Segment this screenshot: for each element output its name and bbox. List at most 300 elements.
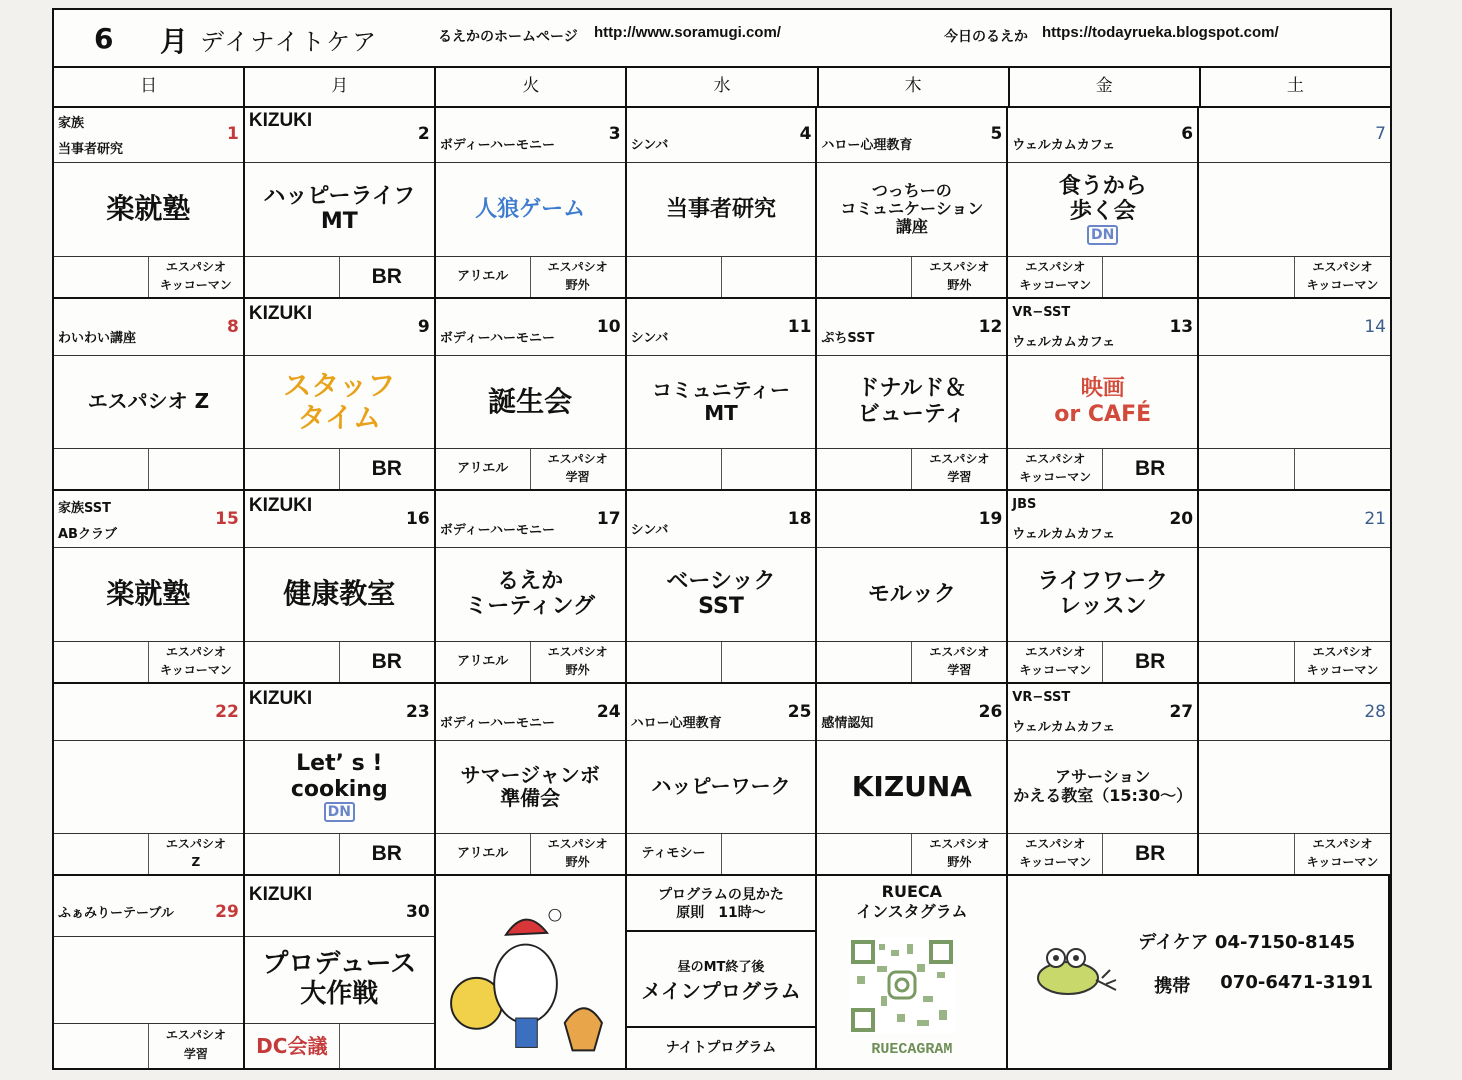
day-bottom [1008, 641, 1197, 682]
day-number: 22 [215, 701, 239, 722]
activity-place: エスパシオ [929, 259, 990, 274]
activity-place: Z [191, 855, 201, 869]
day-top-text: ウェルカムカフェ [1012, 138, 1116, 153]
page-title: デイナイトケア [200, 28, 379, 56]
day-top-text: ボディーハーモニー [439, 330, 556, 346]
main-program [627, 164, 816, 255]
day-cell-15 [54, 491, 245, 684]
br-label: BR [371, 842, 402, 865]
last-week-row [54, 876, 1390, 1068]
activity-slot [245, 449, 340, 489]
activity-slot [1199, 257, 1295, 297]
day-cell-26 [817, 684, 1008, 877]
dn-badge: DN [324, 802, 355, 822]
legend-rule: 原則 11時〜 [676, 905, 766, 921]
day-top [627, 299, 816, 356]
day-top-text: ぷちSST [821, 330, 875, 346]
activity-slot [1199, 642, 1295, 682]
day-cell-23 [245, 684, 436, 877]
activity-slot [245, 642, 340, 682]
activity-slot [722, 834, 816, 874]
main-program [1008, 357, 1197, 448]
insta-subtitle: インスタグラム [856, 902, 968, 921]
day-top-text: わいわい講座 [58, 330, 137, 346]
main-program-line: コミュニティー [651, 377, 790, 402]
main-program [436, 549, 625, 640]
activity-place: キッコーマン [1306, 277, 1379, 292]
day-bottom [1199, 448, 1390, 489]
day-cell-6 [1008, 106, 1199, 299]
weekday-6: 土 [1286, 76, 1304, 96]
main-program [245, 357, 434, 448]
day-cell-7 [1199, 106, 1390, 299]
homepage-link[interactable]: http://www.soramugi.com/ [594, 24, 781, 41]
day-number: 13 [1169, 316, 1194, 337]
activity-slot [1295, 449, 1390, 489]
day-bottom [54, 448, 243, 489]
kizuki-label: KIZUKI [248, 110, 313, 131]
day-cell-19 [817, 491, 1008, 684]
main-program [1008, 164, 1197, 255]
day-number: 29 [215, 902, 239, 922]
day-cell-25 [627, 684, 818, 877]
day-cell-24 [436, 684, 627, 877]
day-number: 8 [227, 316, 239, 337]
day-top-text: シンバ [630, 138, 669, 153]
day-top-text: ボディーハーモニー [439, 715, 556, 731]
activity-slot [1295, 834, 1390, 874]
day-top-text: JBS [1012, 497, 1037, 512]
activity-slot [627, 449, 722, 489]
main-program-line: 楽就塾 [106, 577, 191, 611]
day-top-text: ハロー心理教育 [630, 715, 722, 731]
day-cell-28 [1199, 684, 1390, 877]
main-program-line: ビューティ [857, 401, 966, 427]
day-top [627, 684, 816, 741]
main-program [245, 549, 434, 640]
activity-place: キッコーマン [1019, 855, 1092, 869]
day-number: 16 [406, 509, 430, 529]
legend-main-program: メインプログラム [641, 979, 801, 1003]
main-program [817, 164, 1006, 255]
weekday-0: 日 [54, 66, 245, 106]
day-top [436, 106, 625, 163]
main-program-line: タイム [297, 400, 381, 434]
day-top [1199, 299, 1390, 356]
main-program-line: 映画 [1080, 376, 1125, 402]
main-program: プロデュース 大作戦 [262, 949, 417, 1009]
day-top [1008, 684, 1197, 741]
activity-place: エスパシオ [1025, 837, 1086, 851]
day-top [1199, 106, 1390, 163]
activity-place: 学習 [947, 662, 972, 677]
activity-place: キッコーマン [160, 662, 232, 677]
activity-slot [912, 257, 1006, 297]
activity-slot [627, 642, 722, 682]
main-program [245, 164, 434, 255]
activity-slot [912, 834, 1006, 874]
main-program-line: るえか [497, 568, 564, 594]
calendar-header [54, 10, 1390, 68]
activity-slot [722, 257, 816, 297]
contact-cell [1008, 876, 1390, 1068]
main-program [245, 742, 434, 833]
instagram-qr-cell [817, 876, 1008, 1068]
weekday-2: 火 [436, 66, 627, 106]
day-cell-5 [817, 106, 1008, 299]
day-top [1008, 491, 1197, 548]
main-program-line: or CAFÉ [1054, 401, 1152, 427]
day-top [817, 106, 1006, 163]
day-number: 5 [990, 124, 1003, 144]
frog-icon [1030, 940, 1120, 1000]
day-bottom [54, 256, 243, 297]
br-label: BR [1135, 842, 1166, 865]
day-top [54, 491, 243, 548]
mascot-illustration-cell [436, 876, 627, 1068]
activity-place: エスパシオ [165, 1028, 226, 1042]
day-bottom [627, 833, 816, 874]
day-number: 19 [978, 509, 1003, 529]
day-top [1199, 491, 1390, 548]
activity-place: 学習 [183, 1047, 208, 1061]
activity-place: アリエル [436, 642, 531, 682]
activity-place: エスパシオ [547, 837, 608, 851]
day-cell-14 [1199, 299, 1390, 492]
activity-place: 野外 [947, 855, 972, 869]
day-cell-11 [627, 299, 818, 492]
main-program-line: ハッピーライフ [263, 183, 416, 209]
month-label: 月 [160, 25, 189, 58]
main-program [436, 164, 625, 255]
main-program [54, 357, 243, 448]
activity-slot [1295, 257, 1390, 297]
activity-place: エスパシオ [929, 452, 990, 466]
day-number: 3 [608, 124, 621, 144]
day-top-text: ボディーハーモニー [439, 523, 556, 538]
day-top-text: ボディーハーモニー [439, 138, 556, 153]
day-cell-29 [54, 876, 245, 1068]
qr-code-icon[interactable] [847, 936, 957, 1036]
day-bottom [436, 641, 625, 682]
main-program-line: 歩く会 [1069, 199, 1136, 225]
main-program-line: 健康教室 [283, 577, 396, 611]
activity-place: 野外 [565, 277, 590, 292]
daycare-phone: デイケア 04-7150-8145 [1138, 932, 1356, 953]
day-cell-30 [245, 876, 436, 1068]
activity-slot [817, 834, 912, 874]
main-program-line: つっちーの [871, 180, 952, 200]
day-bottom [1008, 256, 1197, 297]
main-program-line: 誕生会 [488, 384, 573, 418]
day-number: 9 [417, 316, 430, 337]
day-bottom [1199, 833, 1390, 874]
day-top-text: 感情認知 [821, 715, 874, 731]
day-cell-3 [436, 106, 627, 299]
main-program-line: レッスン [1058, 594, 1147, 620]
day-top [817, 491, 1006, 548]
activity-slot [149, 834, 243, 874]
activity-place: エスパシオ [165, 837, 226, 851]
activity-slot [54, 642, 149, 682]
day-bottom [817, 641, 1006, 682]
day-bottom [817, 448, 1006, 489]
day-number: 14 [1364, 316, 1386, 337]
activity-slot [1008, 642, 1103, 682]
day-top-text: 家族 [58, 116, 85, 131]
activity-place: エスパシオ [547, 452, 608, 466]
insta-title: RUECA [881, 882, 943, 901]
activity-slot [1295, 642, 1390, 682]
activity-place: 野外 [565, 662, 590, 677]
calendar-grid [54, 106, 1390, 876]
activity-slot [722, 642, 816, 682]
main-program [1008, 742, 1197, 833]
activity-slot [1199, 834, 1295, 874]
day-top-text: ハロー心理教育 [821, 138, 913, 153]
br-label: BR [371, 457, 402, 480]
main-program [817, 742, 1006, 833]
day-top [245, 684, 434, 741]
main-program [54, 549, 243, 640]
activity-slot [149, 449, 243, 489]
day-top [245, 299, 434, 356]
br-label: BR [371, 649, 402, 673]
activity-slot [1008, 449, 1103, 489]
activity-slot [245, 257, 340, 297]
main-program [1008, 549, 1197, 640]
main-program [436, 357, 625, 448]
day-top-text: ウェルカムカフェ [1012, 719, 1116, 735]
activity-place: エスパシオ [1312, 644, 1373, 659]
weekday-3: 水 [627, 66, 818, 106]
activity-place: エスパシオ [547, 644, 608, 659]
insta-tag: RUECAGRAM [871, 1041, 953, 1058]
activity-place: 学習 [565, 470, 590, 484]
main-program [627, 357, 816, 448]
main-program [817, 549, 1006, 640]
day-top [1008, 106, 1197, 163]
activity-place: 野外 [947, 277, 972, 292]
day-bottom [817, 256, 1006, 297]
weekday-1: 月 [245, 66, 436, 106]
activity-place: エスパシオ [547, 259, 608, 274]
day-cell-16 [245, 491, 436, 684]
br-label: BR [1135, 649, 1166, 673]
activity-slot [817, 642, 912, 682]
activity-place: エスパシオ [1025, 259, 1086, 274]
day-top [627, 106, 816, 163]
day-top [436, 491, 625, 548]
day-cell-18 [627, 491, 818, 684]
month-number: 6 [94, 22, 114, 55]
day-top-text: VR−SST [1012, 304, 1071, 320]
day-top [817, 684, 1006, 741]
day-bottom [54, 641, 243, 682]
activity-place: キッコーマン [1019, 662, 1092, 677]
main-program-line: cooking [290, 776, 388, 802]
main-program-line: SST [698, 594, 744, 620]
day-number: 25 [787, 701, 812, 722]
today-label: 今日のるえか [944, 29, 1028, 45]
day-number: 4 [799, 124, 812, 144]
main-program-line: KIZUNA [851, 769, 972, 803]
main-program-line: サマージャンボ [460, 762, 600, 787]
day-top [245, 491, 434, 548]
activity-slot [817, 449, 912, 489]
activity-place: キッコーマン [1019, 277, 1092, 292]
mobile-label: 携帯 [1154, 976, 1191, 997]
calendar-sheet [52, 8, 1392, 1070]
day-bottom [436, 256, 625, 297]
day-number: 15 [215, 509, 239, 529]
activity-slot [531, 642, 625, 682]
main-program [627, 549, 816, 640]
day-bottom [245, 641, 434, 682]
main-program [436, 742, 625, 833]
day-number: 23 [406, 701, 430, 722]
activity-slot [1008, 257, 1103, 297]
activity-slot [531, 257, 625, 297]
main-program-line: MT [320, 209, 358, 235]
main-program-line: ライフワーク [1037, 568, 1169, 594]
day-bottom [436, 448, 625, 489]
day-bottom [1008, 833, 1197, 874]
day-number: 2 [417, 124, 430, 144]
main-program-line: Let’ s ! [296, 751, 383, 777]
day-number: 17 [596, 509, 621, 529]
day-number: 24 [596, 701, 621, 722]
day-bottom [245, 833, 434, 874]
day-cell-9 [245, 299, 436, 492]
day-top [54, 684, 243, 741]
day-bottom [627, 641, 816, 682]
activity-place: エスパシオ [1312, 259, 1373, 274]
main-program-line: 食うから [1058, 173, 1147, 199]
main-program [54, 164, 243, 255]
day-number: 1 [227, 124, 239, 144]
activity-place: エスパシオ [165, 644, 226, 659]
weekday-4: 木 [819, 66, 1010, 106]
day-top [817, 299, 1006, 356]
program-legend [627, 876, 818, 1068]
activity-place: キッコーマン [1306, 662, 1379, 677]
activity-slot [912, 642, 1006, 682]
dn-badge: DN [1087, 225, 1118, 245]
dc-meeting-label: DC会議 [245, 1024, 340, 1068]
main-program-line: かえる教室（15:30〜） [1013, 785, 1193, 805]
activity-slot [627, 257, 722, 297]
main-program-line: ハッピーワーク [651, 774, 791, 799]
activity-place: エスパシオ [1312, 837, 1373, 851]
main-program-line: 楽就塾 [106, 192, 191, 226]
day-bottom [1199, 256, 1390, 297]
day-cell-10 [436, 299, 627, 492]
mascot-illustration [436, 876, 625, 1068]
day-number: 28 [1364, 701, 1386, 722]
activity-place: キッコーマン [1306, 855, 1379, 869]
activity-slot [722, 449, 816, 489]
day-top [245, 106, 434, 163]
day-number: 18 [787, 509, 812, 529]
day-cell-17 [436, 491, 627, 684]
activity-slot [912, 449, 1006, 489]
weekday-5: 金 [1010, 66, 1201, 106]
day-bottom [627, 256, 816, 297]
day-bottom [1008, 448, 1197, 489]
day-top [1008, 299, 1197, 356]
activity-slot [54, 449, 149, 489]
br-label: BR [1135, 457, 1166, 480]
day-number: 20 [1169, 509, 1194, 529]
main-program-line: 講座 [895, 217, 928, 237]
legend-night-program: ナイトプログラム [665, 1040, 777, 1056]
activity-slot [149, 642, 243, 682]
homepage-label: るえかのホームページ [438, 29, 578, 45]
activity-place: アリエル [436, 257, 531, 297]
day-number: 26 [978, 701, 1003, 722]
today-link[interactable]: https://todayrueka.blogspot.com/ [1042, 24, 1279, 41]
main-program-line: 人狼ゲーム [475, 196, 586, 222]
kizuki-label: KIZUKI [248, 495, 313, 516]
day-top [436, 684, 625, 741]
kizuki-label: KIZUKI [248, 884, 313, 905]
main-program-line: ベーシック [666, 568, 776, 594]
day-top [436, 299, 625, 356]
day-top [54, 106, 243, 163]
main-program-line: MT [704, 400, 738, 425]
kizuki-label: KIZUKI [248, 302, 313, 324]
activity-slot [1199, 449, 1295, 489]
day-cell-13 [1008, 299, 1199, 492]
day-bottom [245, 256, 434, 297]
day-top-text: シンバ [630, 523, 669, 538]
day-number: 7 [1375, 124, 1386, 144]
main-program-line: コミュニケーション [840, 199, 984, 219]
day-cell-22 [54, 684, 245, 877]
day-top [1199, 684, 1390, 741]
day-bottom [627, 448, 816, 489]
day-cell-1 [54, 106, 245, 299]
main-program-line: ドナルド＆ [857, 376, 967, 402]
activity-place: キッコーマン [1019, 470, 1092, 484]
legend-after-mt: 昼のMT終了後 [677, 960, 765, 975]
day-number: 21 [1364, 509, 1386, 529]
activity-place: エスパシオ [929, 837, 990, 851]
day-top-text: VR−SST [1012, 689, 1071, 705]
activity-slot [54, 834, 149, 874]
legend-how: プログラムの見かた [658, 887, 784, 903]
day-cell-8 [54, 299, 245, 492]
main-program-line: 準備会 [500, 785, 561, 810]
activity-place: エスパシオ [929, 644, 990, 659]
activity-slot [531, 834, 625, 874]
activity-slot [245, 834, 340, 874]
day-top [627, 491, 816, 548]
activity-slot [1008, 834, 1103, 874]
day-number: 11 [787, 316, 812, 337]
day-bottom [245, 448, 434, 489]
main-program-line: スタッフ [283, 368, 396, 402]
activity-place: ティモシー [627, 834, 722, 874]
activity-slot [1103, 257, 1197, 297]
day-top-text: シンバ [630, 330, 669, 346]
kizuki-label: KIZUKI [248, 687, 313, 709]
day-top-text: 家族SST [58, 501, 112, 516]
activity-slot [531, 449, 625, 489]
activity-slot [817, 257, 912, 297]
br-label: BR [371, 264, 402, 288]
